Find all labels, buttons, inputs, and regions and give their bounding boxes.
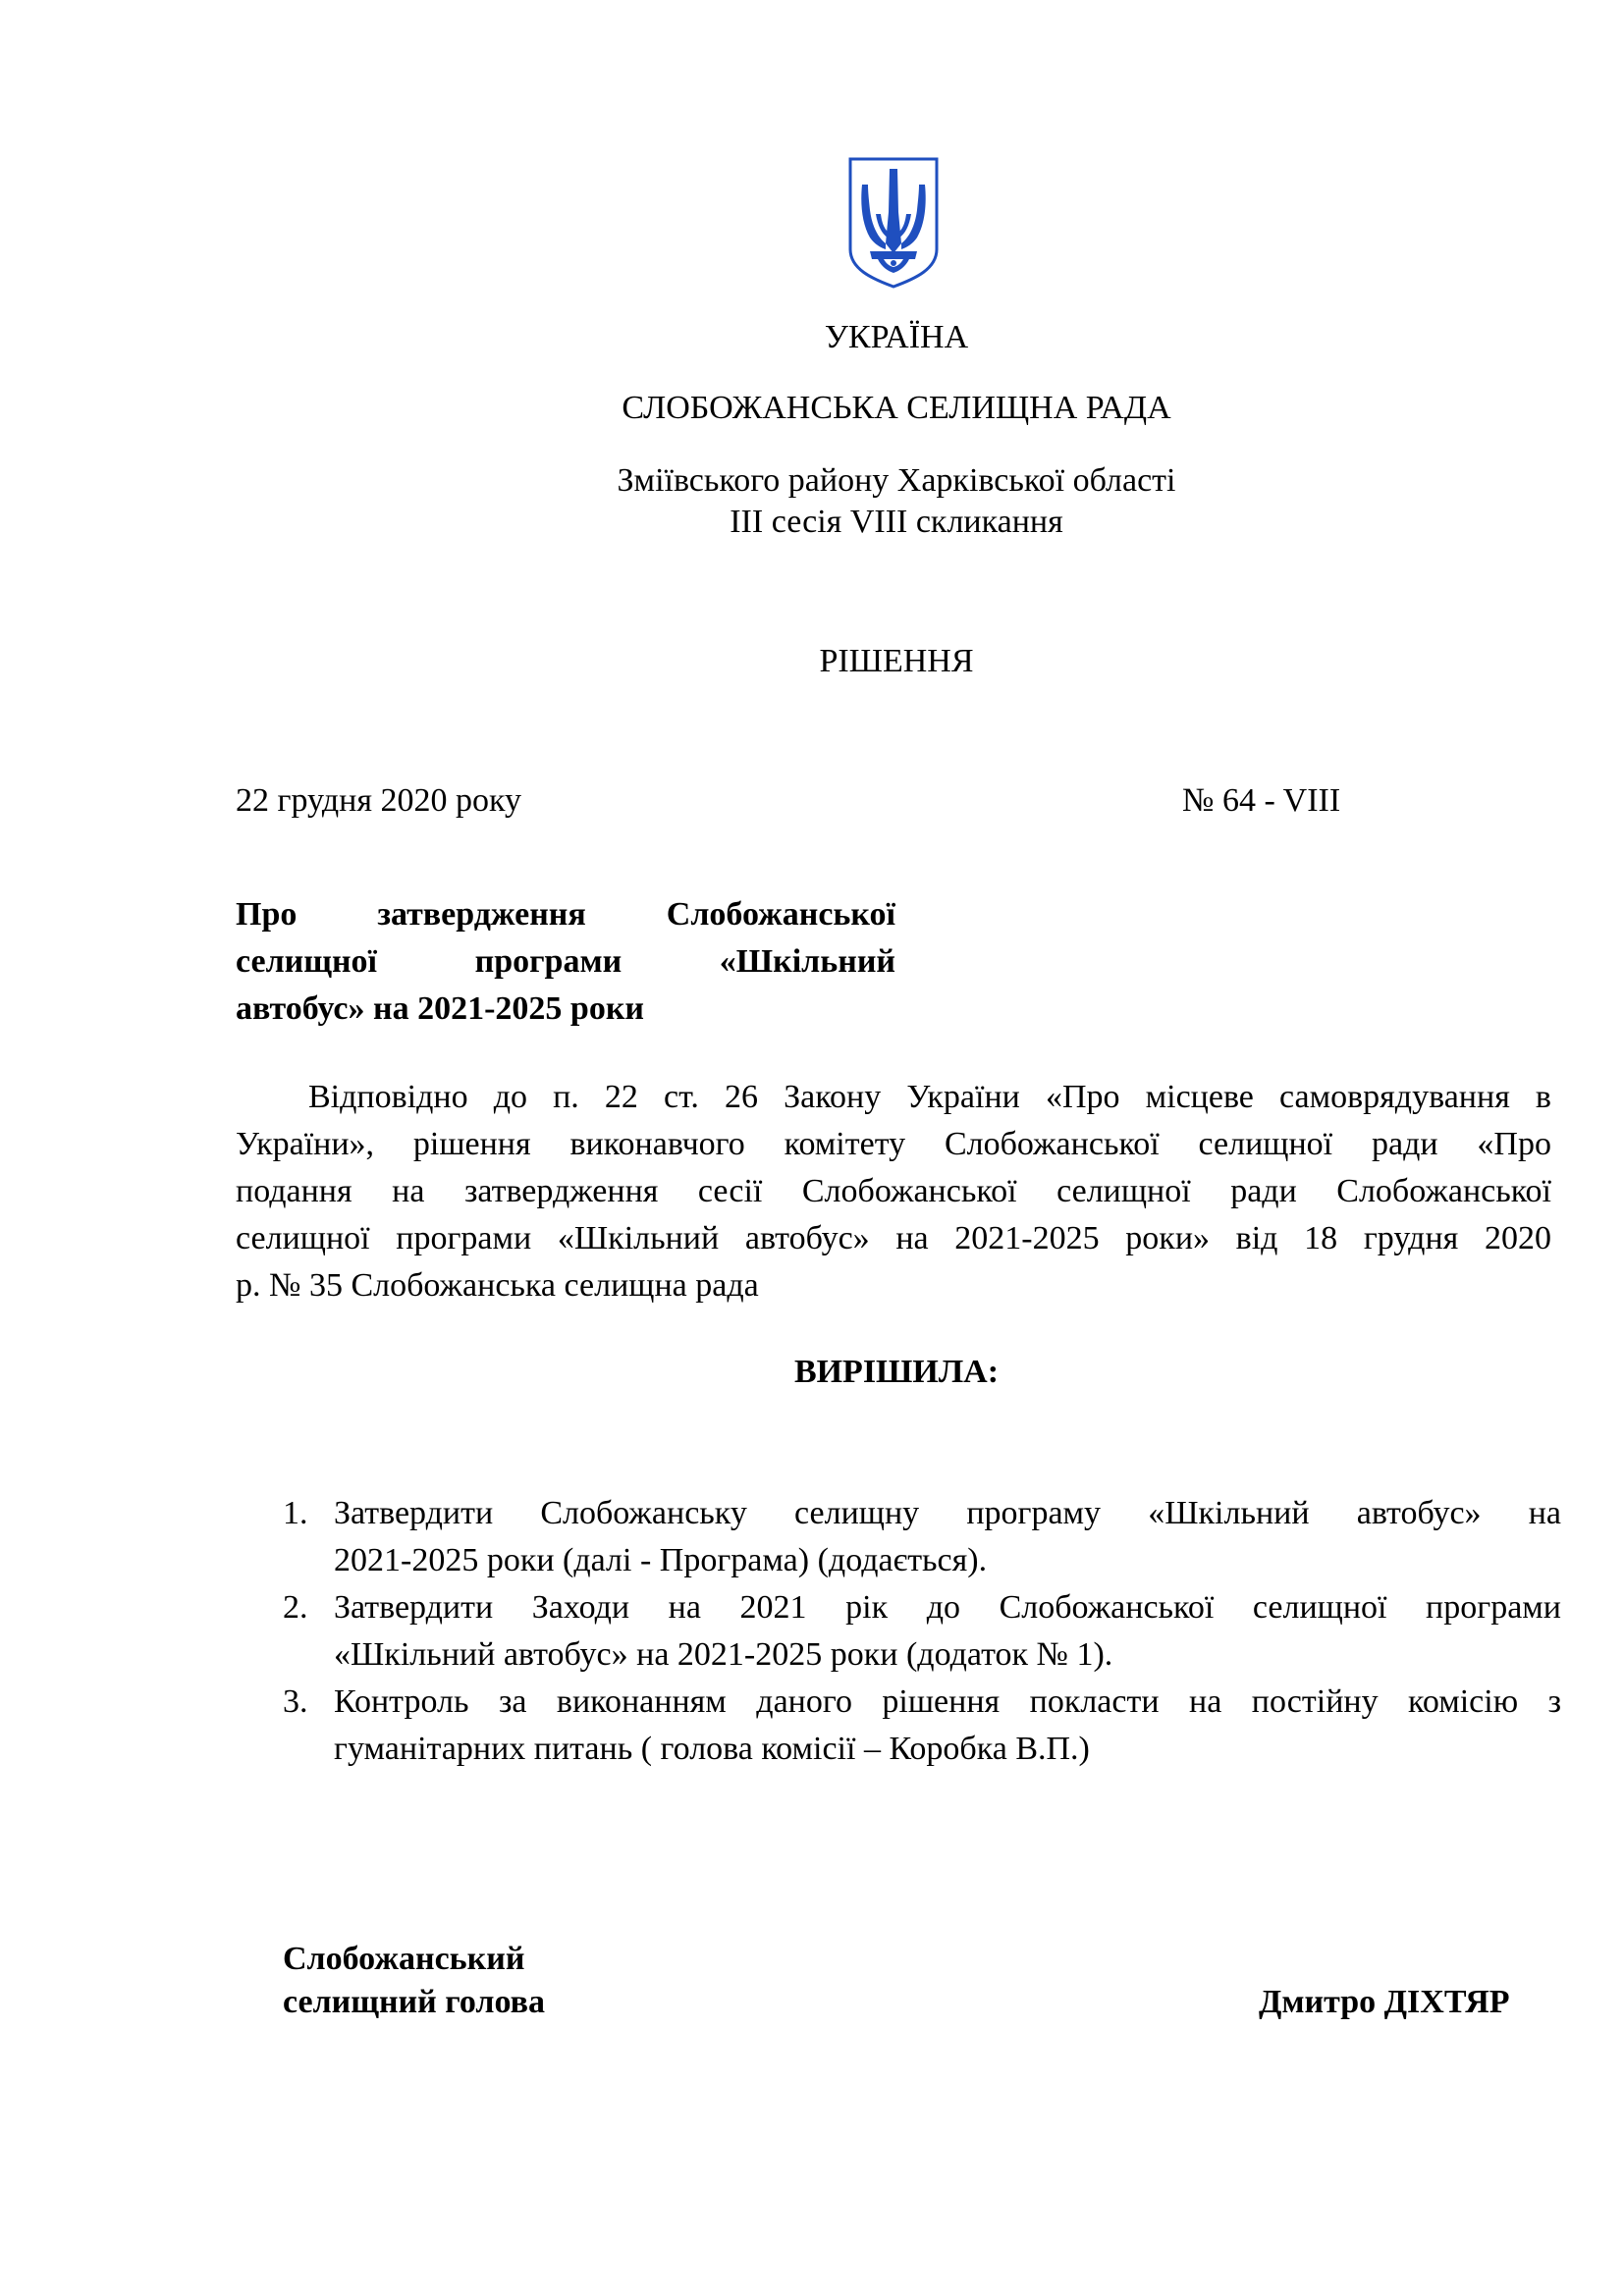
document-subject [236,891,895,1033]
signature-title-line: селищний голова [283,1984,545,2020]
session-info: ІІІ сесія VІІІ скликання [730,504,1063,540]
list-item-text: 2021-2025 роки (далі - Програма) (додається). [334,1542,988,1578]
subject-line: селищної програми «Шкільний [236,943,895,980]
document-type: РІШЕННЯ [819,643,974,679]
council-name: СЛОБОЖАНСЬКА СЕЛИЩНА РАДА [622,390,1171,426]
list-item-text: гуманітарних питань ( голова комісії – Коробка В.П.) [334,1731,1090,1767]
region-name: Зміївського району Харківської області [617,462,1176,499]
preamble-line: селищної програми «Шкільний автобус» на 2021-2025 роки» від 18 грудня 2020 [236,1220,1551,1256]
list-item-number: 1. [283,1495,308,1531]
list-item-number: 2. [283,1589,308,1626]
subject-line: автобус» на 2021-2025 роки [236,990,645,1027]
signature-name: Дмитро ДІХТЯР [1259,1984,1510,2020]
signature-title-line: Слобожанський [283,1941,525,1977]
list-item [283,1679,1561,1773]
list-item-text: «Шкільний автобус» на 2021-2025 роки (додаток № 1). [334,1636,1113,1673]
country-name: УКРАЇНА [824,319,969,355]
coat-of-arms-icon [846,155,941,291]
document-number: № 64 - VІІІ [1182,782,1341,819]
preamble-line: України», рішення виконавчого комітету Слобожанської селищної ради «Про [236,1126,1551,1162]
preamble-line: Відповідно до п. 22 ст. 26 Закону України «Про місцеве самоврядування в [308,1079,1551,1115]
preamble-paragraph [236,1074,1551,1309]
signature-title [283,1938,545,2024]
document-date: 22 грудня 2020 року [236,782,522,819]
list-item-number: 3. [283,1683,308,1720]
subject-line: Про затвердження Слобожанської [236,896,895,933]
list-item [283,1490,1561,1584]
list-item-text: Затвердити Заходи на 2021 рік до Слобожанської селищної програми [334,1589,1561,1626]
list-item-text: Затвердити Слобожанську селищну програму «Шкільний автобус» на [334,1495,1561,1531]
preamble-line: подання на затвердження сесії Слобожанської селищної ради Слобожанської [236,1173,1551,1209]
list-item-text: Контроль за виконанням даного рішення покласти на постійну комісію з [334,1683,1561,1720]
resolved-heading: ВИРІШИЛА: [793,1354,1000,1390]
list-item [283,1584,1561,1679]
preamble-line: р. № 35 Слобожанська селищна рада [236,1267,759,1304]
